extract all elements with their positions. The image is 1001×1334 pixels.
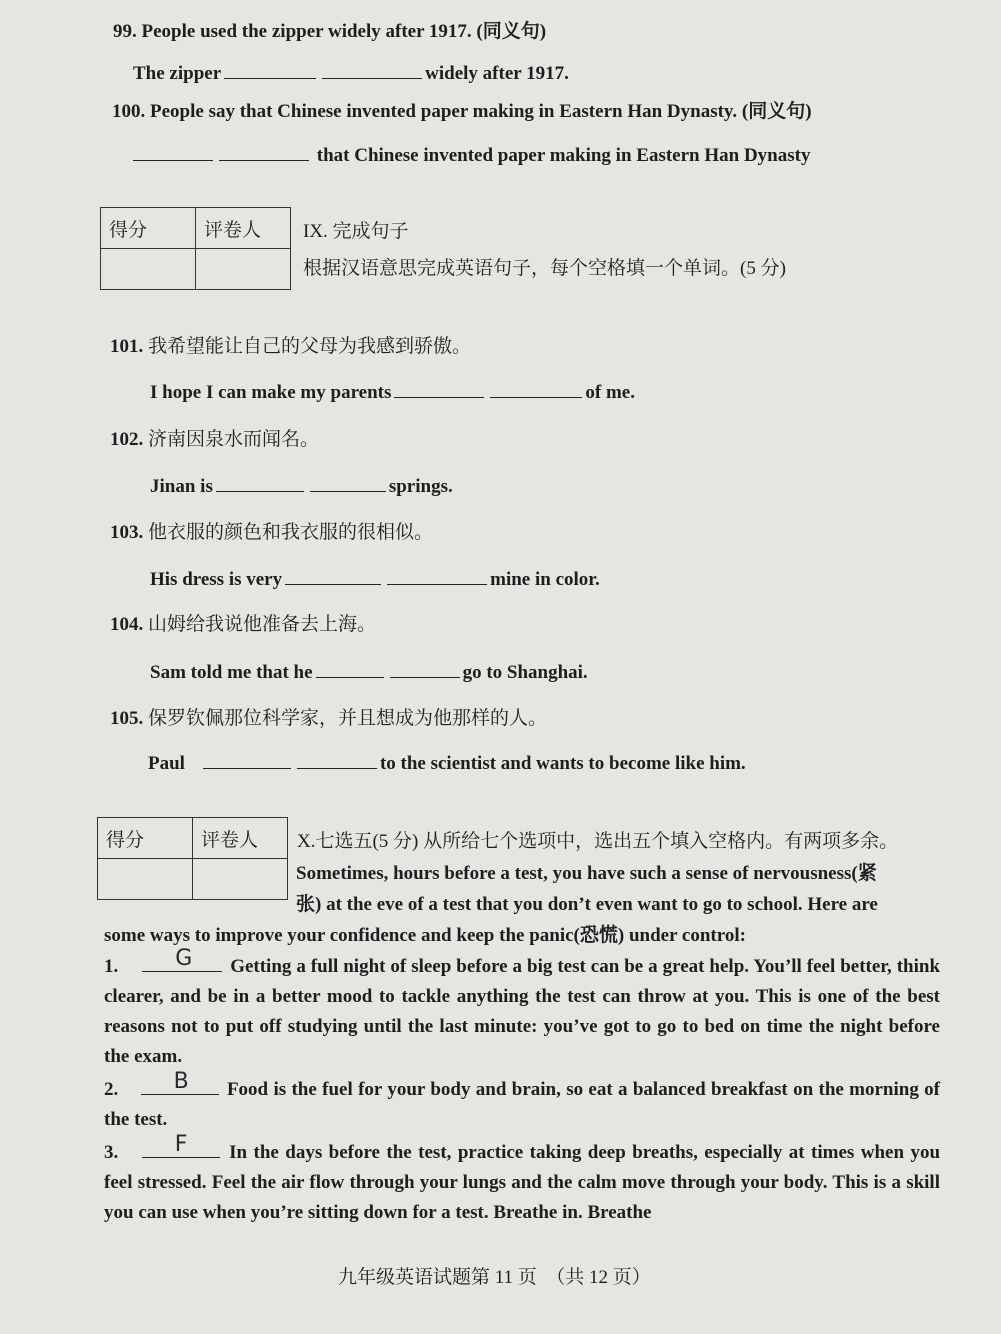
answer-suffix: springs. bbox=[388, 476, 453, 497]
answer-99 bbox=[133, 62, 569, 86]
answer-blank[interactable] bbox=[322, 62, 422, 79]
grader-header: 评卷人 bbox=[193, 818, 288, 859]
score-header: 得分 bbox=[101, 208, 196, 249]
grader-cell bbox=[193, 859, 288, 900]
answer-105 bbox=[148, 752, 746, 776]
intro-line: Sometimes, hours before a test, you have such a sense of nervousness(紧 bbox=[296, 863, 877, 884]
answer-102 bbox=[150, 475, 453, 499]
answer-prefix: Paul bbox=[148, 753, 185, 774]
answer-prefix: I hope I can make my parents bbox=[150, 382, 392, 403]
section-10-title: X.七选五(5 分) 从所给七个选项中，选出五个填入空格内。有两项多余。 bbox=[297, 831, 899, 852]
answer-suffix: that Chinese invented paper making in Eastern Han Dynasty bbox=[316, 145, 811, 166]
score-table bbox=[97, 817, 288, 900]
answer-prefix: Jinan is bbox=[150, 476, 213, 497]
grader-header: 评卷人 bbox=[196, 208, 291, 249]
answer-suffix: mine in color. bbox=[490, 569, 600, 590]
answer-prefix: The zipper bbox=[133, 63, 222, 84]
answer-blank[interactable] bbox=[316, 661, 384, 678]
question-number: 105. bbox=[110, 708, 144, 729]
answer-prefix: His dress is very bbox=[150, 569, 283, 590]
passage-item-3 bbox=[104, 1132, 941, 1228]
answer-blank[interactable] bbox=[310, 475, 386, 492]
section-9-title: IX. 完成句子 bbox=[303, 221, 409, 242]
question-prompt: 他衣服的颜色和我衣服的很相似。 bbox=[148, 522, 434, 543]
score-cell bbox=[98, 859, 193, 900]
score-table bbox=[100, 207, 291, 290]
answer-104 bbox=[150, 661, 588, 685]
item-text: Getting a full night of sleep before a big test can be a great help. You’ll feel better, think clearer, and be in a better mood to tackle anything the test can throw at you. This is one of the best reasons not to put off studying until the last minute: you’ve got to go to bed on time the night before the exam. bbox=[104, 956, 941, 1067]
item-number: 1. bbox=[104, 956, 119, 977]
question-99 bbox=[113, 20, 546, 44]
answer-blank[interactable] bbox=[490, 381, 582, 398]
passage-item-2 bbox=[104, 1069, 940, 1135]
answer-100 bbox=[130, 144, 810, 168]
item-number: 2. bbox=[104, 1079, 119, 1100]
question-prompt: People say that Chinese invented paper making in Eastern Han Dynasty. (同义句) bbox=[150, 101, 812, 122]
answer-suffix: widely after 1917. bbox=[425, 63, 569, 84]
grader-cell bbox=[196, 249, 291, 290]
passage-items bbox=[104, 946, 941, 1231]
question-number: 102. bbox=[110, 429, 144, 450]
answer-blank[interactable] bbox=[297, 752, 377, 769]
answer-blank[interactable] bbox=[394, 381, 484, 398]
question-prompt: 保罗钦佩那位科学家，并且想成为他那样的人。 bbox=[148, 708, 548, 729]
answer-blank[interactable] bbox=[216, 475, 304, 492]
score-header: 得分 bbox=[98, 818, 193, 859]
answer-prefix: Sam told me that he bbox=[150, 662, 313, 683]
question-prompt: People used the zipper widely after 1917. (同义句) bbox=[141, 21, 547, 42]
answer-blank[interactable] bbox=[203, 752, 291, 769]
question-100 bbox=[112, 100, 812, 124]
score-cell bbox=[101, 249, 196, 290]
question-prompt: 山姆给我说他准备去上海。 bbox=[148, 614, 377, 635]
question-105 bbox=[110, 707, 547, 731]
item-number: 3. bbox=[104, 1142, 119, 1163]
question-number: 101. bbox=[110, 336, 144, 357]
passage-item-1 bbox=[104, 946, 941, 1072]
item-text: In the days before the test, practice taking deep breaths, especially at times when you feel stressed. Feel the air flow through your lungs and the calm move through your body. This is a skill you can use when you’re sitting down for a test. Breathe in. Breathe bbox=[104, 1142, 941, 1223]
answer-suffix: of me. bbox=[585, 382, 635, 403]
question-prompt: 济南因泉水而闻名。 bbox=[148, 429, 320, 450]
answer-101 bbox=[150, 381, 635, 405]
handwritten-answer: F bbox=[174, 1132, 188, 1157]
question-103 bbox=[110, 521, 433, 545]
answer-blank[interactable] bbox=[390, 661, 460, 678]
intro-line: 张) at the eve of a test that you don’t even want to go to school. Here are bbox=[296, 894, 878, 915]
question-104 bbox=[110, 613, 376, 637]
answer-blank[interactable] bbox=[219, 144, 309, 161]
answer-blank[interactable] bbox=[285, 568, 381, 585]
handwritten-answer: B bbox=[173, 1069, 189, 1094]
answer-103 bbox=[150, 568, 600, 592]
section-9-instruction: 根据汉语意思完成英语句子，每个空格填一个单词。(5 分) bbox=[303, 258, 786, 279]
handwritten-answer: G bbox=[175, 946, 193, 971]
answer-suffix: to the scientist and wants to become like him. bbox=[379, 753, 746, 774]
question-number: 100. bbox=[112, 101, 146, 122]
item-text: Food is the fuel for your body and brain, so eat a balanced breakfast on the morning of the test. bbox=[104, 1079, 940, 1130]
question-101 bbox=[110, 335, 471, 359]
answer-blank[interactable] bbox=[387, 568, 487, 585]
question-prompt: 我希望能让自己的父母为我感到骄傲。 bbox=[148, 336, 472, 357]
question-number: 99. bbox=[113, 21, 137, 42]
answer-blank[interactable] bbox=[133, 144, 213, 161]
question-102 bbox=[110, 428, 319, 452]
answer-blank[interactable] bbox=[224, 62, 316, 79]
intro-line: some ways to improve your confidence and keep the panic(恐慌) under control: bbox=[104, 925, 746, 946]
answer-suffix: go to Shanghai. bbox=[462, 662, 588, 683]
question-number: 103. bbox=[110, 522, 144, 543]
question-number: 104. bbox=[110, 614, 144, 635]
page-footer: 九年级英语试题第 11 页 （共 12 页） bbox=[338, 1267, 651, 1288]
